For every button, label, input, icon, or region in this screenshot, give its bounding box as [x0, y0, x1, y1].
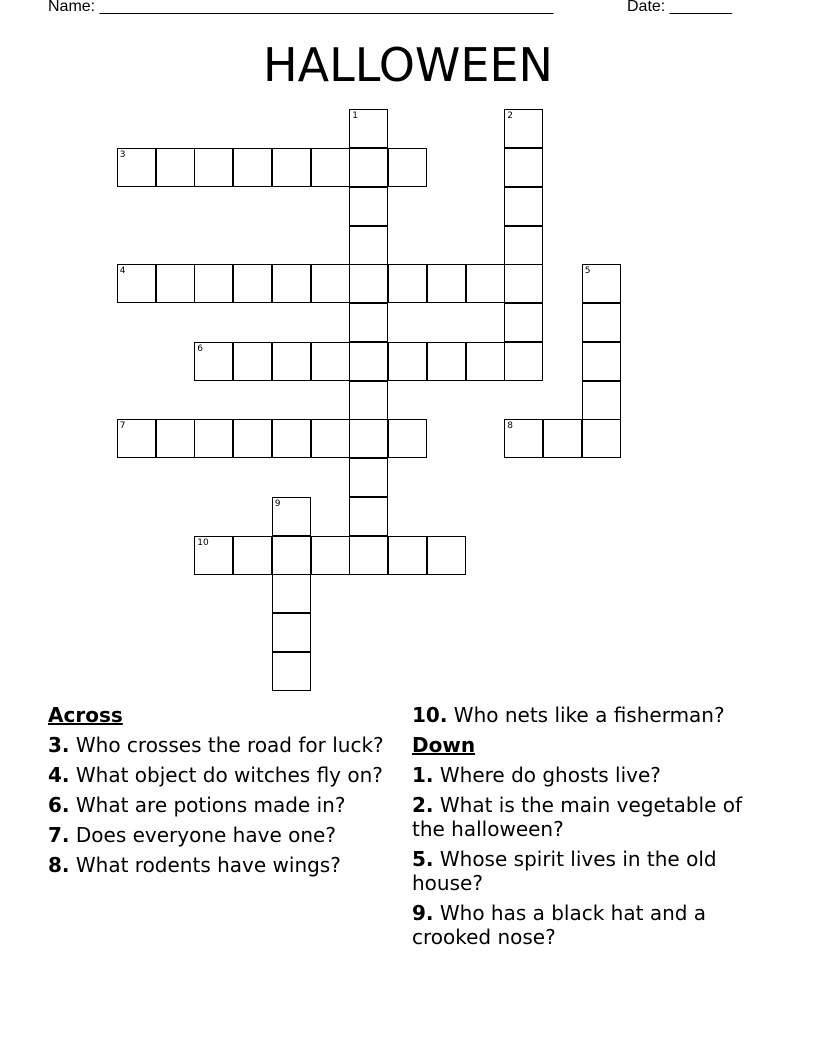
grid-cell[interactable]	[311, 536, 350, 575]
grid-cell[interactable]	[156, 148, 195, 187]
grid-cell[interactable]	[233, 342, 272, 381]
grid-cell[interactable]	[504, 264, 543, 303]
across-heading: Across	[48, 703, 123, 727]
grid-cell[interactable]	[233, 419, 272, 458]
grid-cell[interactable]	[272, 613, 311, 652]
clue-number: 2	[507, 111, 513, 122]
grid-cell[interactable]	[349, 148, 388, 187]
grid-cell[interactable]	[349, 458, 388, 497]
grid-cell[interactable]	[233, 148, 272, 187]
grid-cell[interactable]	[117, 419, 156, 458]
right-clue-column	[412, 703, 772, 955]
clue-down-1: 1. Where do ghosts live?	[412, 763, 661, 787]
grid-cell[interactable]	[466, 264, 505, 303]
grid-cell[interactable]	[504, 303, 543, 342]
clue-number: 1	[352, 111, 358, 122]
grid-cell[interactable]	[233, 536, 272, 575]
clue-across-10: 10. Who nets like a fisherman?	[412, 703, 725, 727]
grid-cell[interactable]	[388, 148, 427, 187]
grid-cell[interactable]	[311, 148, 350, 187]
grid-cell[interactable]	[349, 381, 388, 420]
clue-down-2: 2. What is the main vegetable of the halloween?	[412, 793, 743, 841]
grid-cell[interactable]	[349, 342, 388, 381]
grid-cell[interactable]	[349, 303, 388, 342]
clue-number: 3	[119, 150, 126, 160]
grid-cell[interactable]	[388, 264, 427, 303]
grid-cell[interactable]	[504, 109, 543, 148]
clue-number: 5	[584, 266, 591, 277]
clue-number: 6	[197, 343, 203, 354]
grid-cell[interactable]	[117, 148, 156, 187]
down-heading: Down	[412, 733, 476, 757]
grid-cell[interactable]	[272, 652, 311, 691]
date-field-label: Date: _______	[627, 0, 732, 15]
grid-cell[interactable]	[194, 342, 233, 381]
clue-across-4: 4. What object do witches fly on?	[48, 763, 383, 787]
grid-cell[interactable]	[582, 303, 621, 342]
grid-cell[interactable]	[427, 342, 466, 381]
clue-across-3: 3. Who crosses the road for luck?	[48, 733, 384, 757]
clue-across-8: 8. What rodents have wings?	[48, 853, 341, 877]
grid-cell[interactable]	[272, 536, 311, 575]
grid-cell[interactable]	[117, 264, 156, 303]
grid-cell[interactable]	[349, 497, 388, 536]
grid-cell[interactable]	[388, 419, 427, 458]
grid-cell[interactable]	[504, 419, 543, 458]
across-clues	[48, 703, 388, 883]
name-field-label: Name: ___________________________________________________	[48, 0, 554, 15]
grid-cell[interactable]	[504, 148, 543, 187]
grid-cell[interactable]	[582, 381, 621, 420]
grid-cell[interactable]	[388, 536, 427, 575]
grid-cell[interactable]	[272, 419, 311, 458]
grid-cell[interactable]	[427, 264, 466, 303]
grid-cell[interactable]	[311, 419, 350, 458]
grid-cell[interactable]	[272, 264, 311, 303]
clue-down-5: 5. Whose spirit lives in the old house?	[412, 847, 717, 895]
grid-cell[interactable]	[582, 342, 621, 381]
grid-cell[interactable]	[311, 342, 350, 381]
clue-number: 10	[197, 537, 209, 548]
grid-cell[interactable]	[349, 226, 388, 265]
grid-cell[interactable]	[504, 187, 543, 226]
grid-cell[interactable]	[504, 226, 543, 265]
grid-cell[interactable]	[349, 264, 388, 303]
grid-cell[interactable]	[272, 497, 311, 536]
grid-cell[interactable]	[272, 148, 311, 187]
grid-cell[interactable]	[582, 264, 621, 303]
grid-cell[interactable]	[349, 187, 388, 226]
clue-across-6: 6. What are potions made in?	[48, 793, 346, 817]
grid-cell[interactable]	[543, 419, 582, 458]
clue-number: 4	[119, 266, 126, 277]
clue-number: 7	[119, 421, 126, 432]
grid-cell[interactable]	[194, 419, 233, 458]
page-title: HALLOWEEN	[263, 38, 553, 92]
grid-cell[interactable]	[349, 419, 388, 458]
clue-number: 8	[507, 421, 513, 432]
grid-cell[interactable]	[349, 536, 388, 575]
grid-cell[interactable]	[349, 109, 388, 148]
grid-cell[interactable]	[582, 419, 621, 458]
clue-across-7: 7. Does everyone have one?	[48, 823, 336, 847]
grid-cell[interactable]	[194, 536, 233, 575]
grid-cell[interactable]	[466, 342, 505, 381]
grid-cell[interactable]	[194, 264, 233, 303]
grid-cell[interactable]	[504, 342, 543, 381]
grid-cell[interactable]	[427, 536, 466, 575]
grid-cell[interactable]	[156, 264, 195, 303]
grid-cell[interactable]	[388, 342, 427, 381]
grid-cell[interactable]	[311, 264, 350, 303]
clue-number: 9	[274, 498, 281, 509]
grid-cell[interactable]	[272, 574, 311, 613]
grid-cell[interactable]	[233, 264, 272, 303]
clue-down-9: 9. Who has a black hat and a crooked nose?	[412, 901, 707, 949]
grid-cell[interactable]	[194, 148, 233, 187]
grid-cell[interactable]	[272, 342, 311, 381]
grid-cell[interactable]	[156, 419, 195, 458]
